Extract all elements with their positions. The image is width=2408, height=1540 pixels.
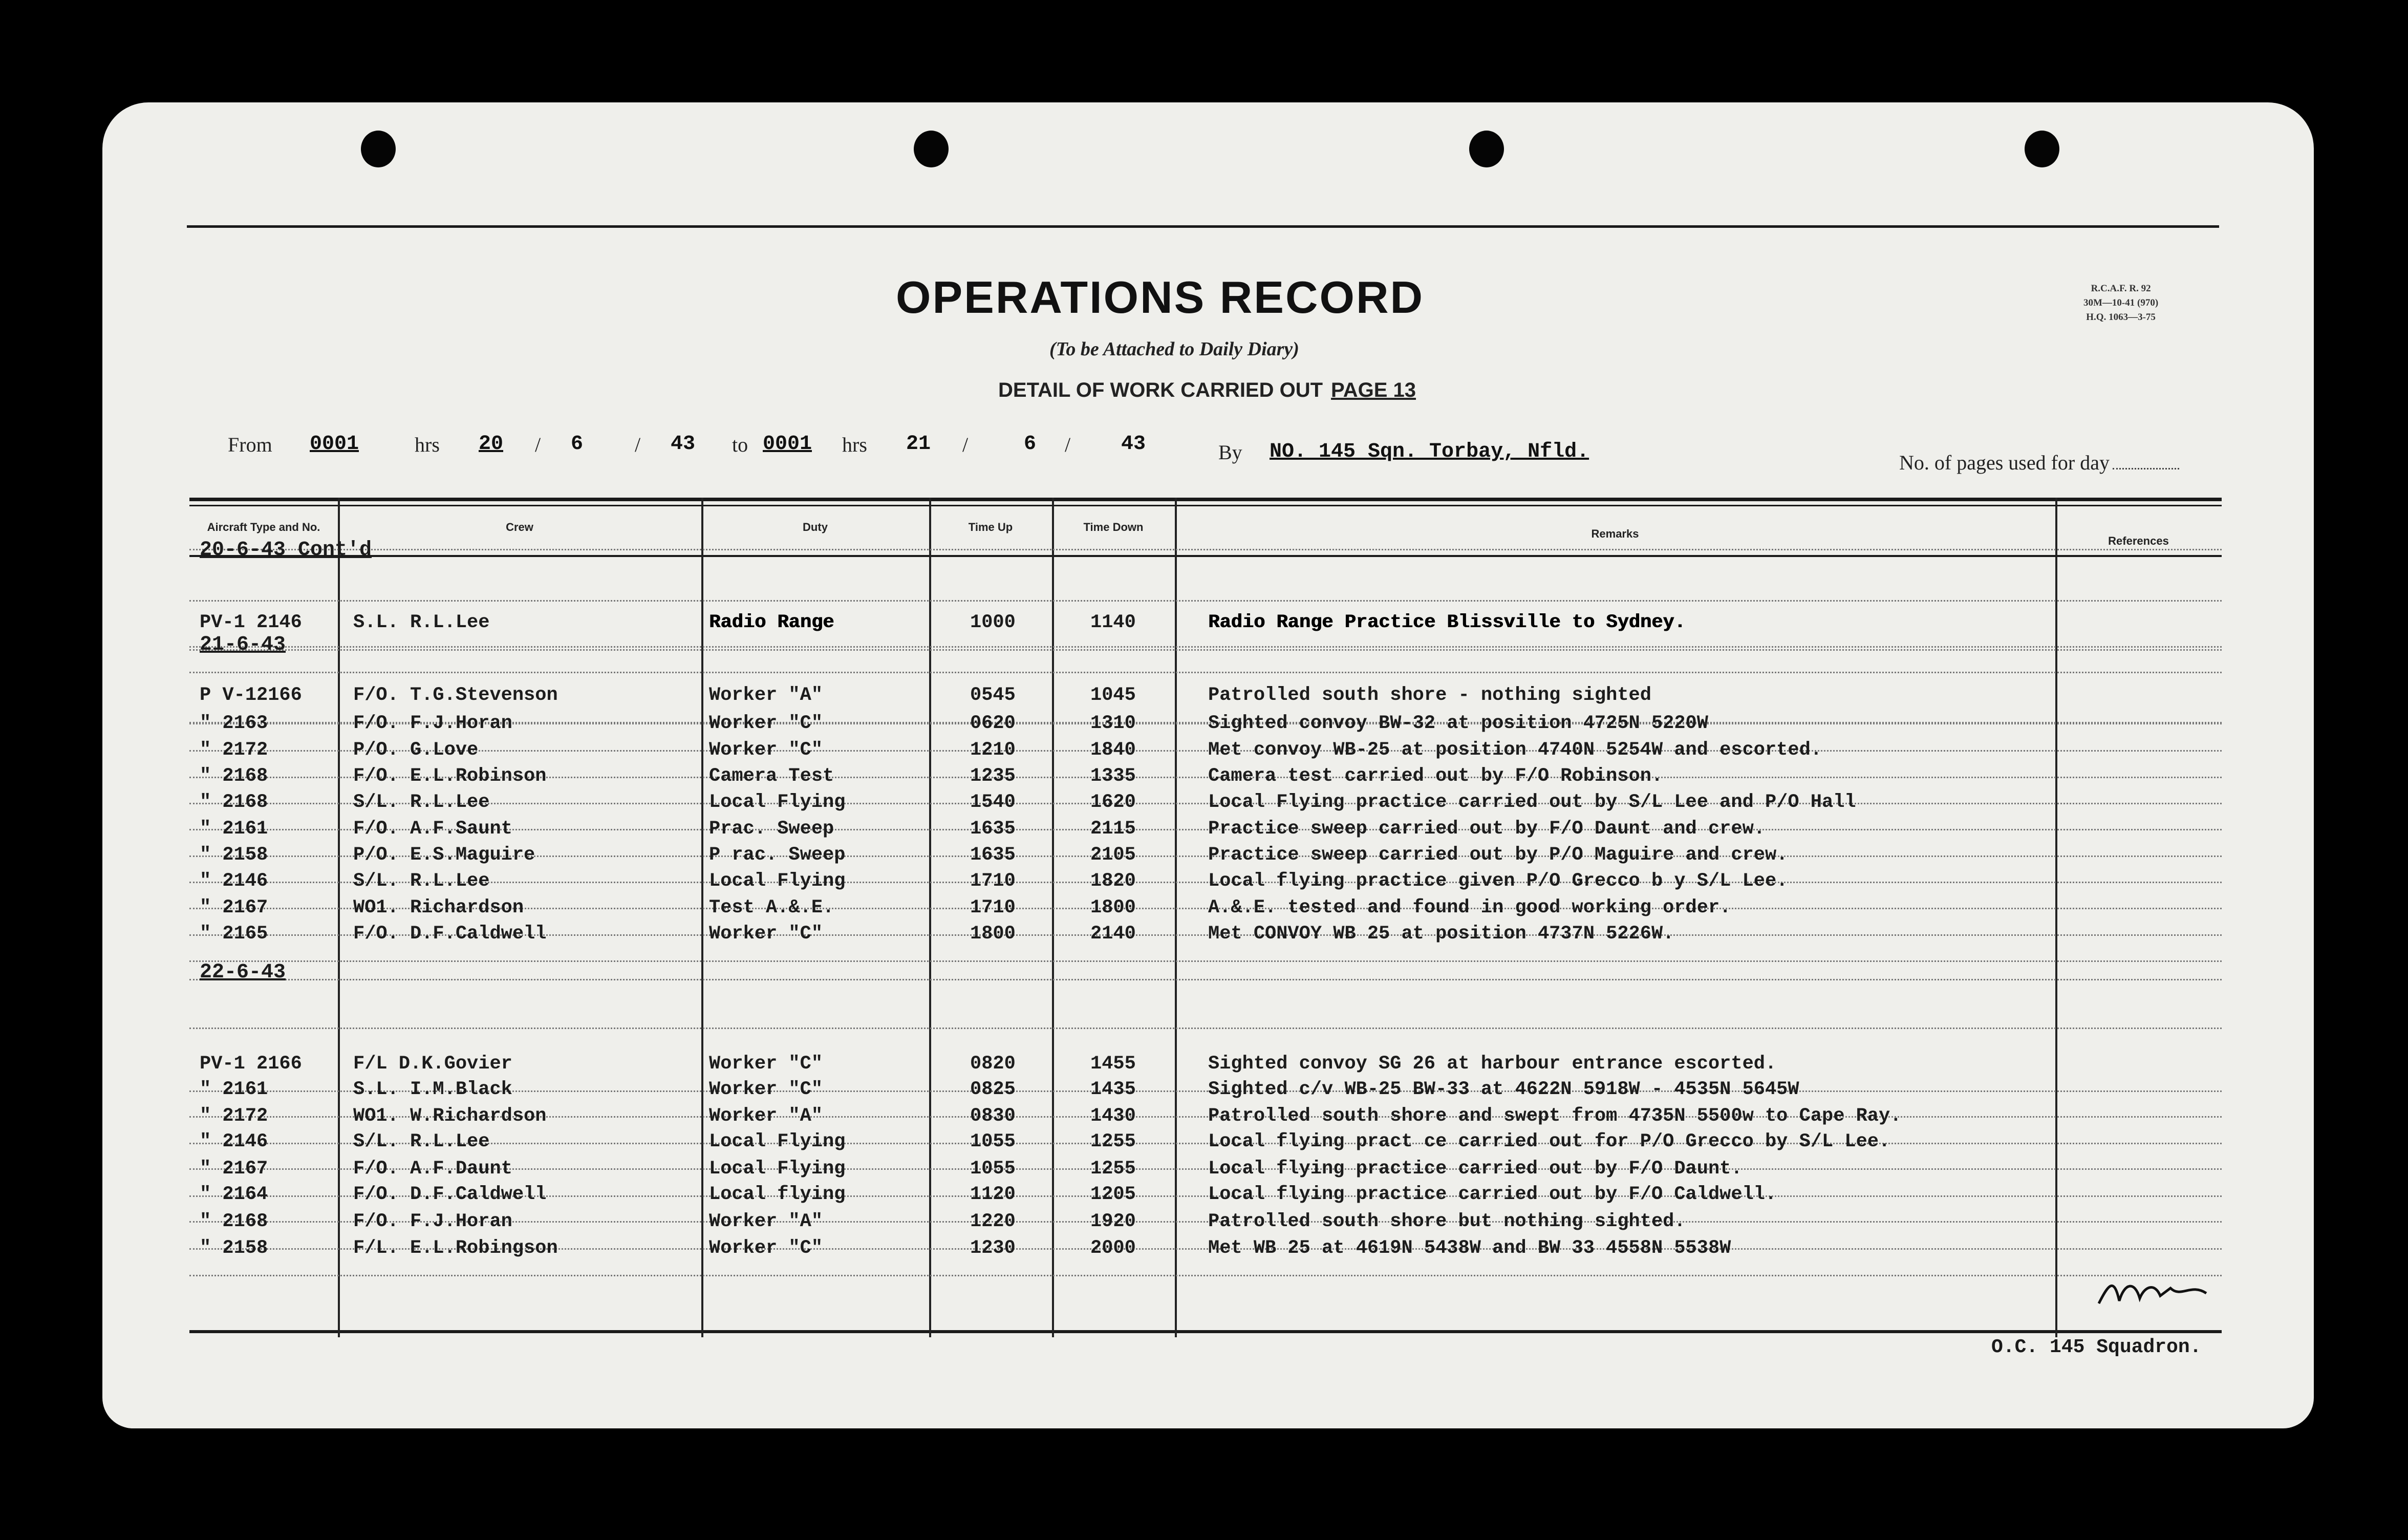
duty-cell: Worker "A" bbox=[709, 1211, 823, 1232]
pages-used-text: No. of pages used for day bbox=[1899, 451, 2110, 474]
crew-cell: F/O. F.J.Horan bbox=[353, 1211, 512, 1232]
duty-cell: Worker "A" bbox=[709, 685, 823, 706]
crew-cell: S/L. R.L.Lee bbox=[353, 1131, 490, 1152]
crew-cell: P/O. E.S.Maguire bbox=[353, 844, 535, 866]
to-hrs: 0001 bbox=[763, 433, 812, 456]
remarks-cell: Met WB 25 at 4619N 5438W and BW 33 4558N 5538W bbox=[1208, 1237, 1731, 1259]
crew-cell: P/O. G.Love bbox=[353, 739, 479, 761]
form-code-line: H.Q. 1063—3-75 bbox=[2086, 312, 2156, 323]
row-rule bbox=[189, 1143, 2222, 1144]
from-day: 20 bbox=[479, 433, 504, 456]
remarks-cell: Local flying practice given P/O Grecco b y S/L Lee. bbox=[1208, 870, 1788, 892]
aircraft-cell: " 2161 bbox=[200, 818, 268, 840]
duty-cell: Local Flying bbox=[709, 870, 846, 892]
aircraft-cell: PV-1 2146 bbox=[200, 612, 302, 633]
time-up-cell: 0820 bbox=[970, 1053, 1016, 1075]
by-label: By bbox=[1218, 441, 1242, 464]
column-header-time-down: Time Down bbox=[1083, 521, 1144, 533]
remarks-cell: Camera test carried out by F/O Robinson. bbox=[1208, 765, 1663, 787]
crew-cell: F/O. E.L.Robinson bbox=[353, 765, 547, 787]
remarks-cell: Local Flying practice carried out by S/L Lee and P/O Hall bbox=[1208, 792, 1856, 813]
to-year: 43 bbox=[1121, 433, 1146, 456]
operations-table bbox=[189, 498, 2222, 1337]
time-up-cell: 1635 bbox=[970, 844, 1016, 866]
aircraft-cell: " 2164 bbox=[200, 1184, 268, 1205]
crew-cell: F/L D.K.Govier bbox=[353, 1053, 512, 1075]
aircraft-cell: " 2146 bbox=[200, 870, 268, 892]
form-code bbox=[2083, 282, 2158, 325]
time-down-cell: 1430 bbox=[1090, 1105, 1136, 1127]
aircraft-cell: P V-12166 bbox=[200, 685, 302, 706]
aircraft-cell: " 2168 bbox=[200, 765, 268, 787]
column-header-references: References bbox=[2108, 534, 2169, 547]
pages-used-label bbox=[1899, 451, 2179, 475]
time-down-cell: 1310 bbox=[1090, 713, 1136, 734]
date-separator: / bbox=[1065, 433, 1071, 456]
time-down-cell: 1620 bbox=[1090, 792, 1136, 813]
duty-cell: Local Flying bbox=[709, 1131, 846, 1152]
column-divider bbox=[1175, 498, 1177, 1337]
aircraft-cell: " 2158 bbox=[200, 844, 268, 866]
time-down-cell: 1045 bbox=[1090, 685, 1136, 706]
time-down-cell: 1920 bbox=[1090, 1211, 1136, 1232]
table-bottom-rule bbox=[189, 1330, 2222, 1333]
time-up-cell: 1540 bbox=[970, 792, 1016, 813]
punch-hole bbox=[361, 131, 396, 167]
crew-cell: WO1. W.Richardson bbox=[353, 1105, 547, 1127]
remarks-cell: Met CONVOY WB 25 at position 4737N 5226W. bbox=[1208, 923, 1674, 945]
time-down-cell: 1255 bbox=[1090, 1131, 1136, 1152]
date-heading: 22-6-43 bbox=[200, 961, 286, 984]
aircraft-cell: " 2168 bbox=[200, 792, 268, 813]
column-divider bbox=[2055, 498, 2057, 1337]
row-rule bbox=[189, 549, 2222, 550]
aircraft-cell: " 2168 bbox=[200, 1211, 268, 1232]
column-divider bbox=[1052, 498, 1054, 1337]
operations-record-sheet bbox=[102, 102, 2314, 1428]
duty-cell: Test A.&.E. bbox=[709, 897, 834, 918]
duty-cell: Local Flying bbox=[709, 1158, 846, 1180]
to-label: to bbox=[732, 433, 748, 456]
remarks-cell: Sighted convoy BW-32 at position 4725N 5220W bbox=[1208, 713, 1708, 734]
date-separator: / bbox=[635, 433, 641, 456]
time-down-cell: 1205 bbox=[1090, 1184, 1136, 1205]
row-rule bbox=[189, 646, 2222, 648]
time-down-cell: 1840 bbox=[1090, 739, 1136, 761]
crew-cell: F/O. A.F.Daunt bbox=[353, 1158, 512, 1180]
crew-cell: F/L. E.L.Robingson bbox=[353, 1237, 558, 1259]
header-rule bbox=[187, 225, 2219, 228]
time-up-cell: 1710 bbox=[970, 870, 1016, 892]
crew-cell: WO1. Richardson bbox=[353, 897, 524, 918]
remarks-cell: Sighted convoy SG 26 at harbour entrance escorted. bbox=[1208, 1053, 1777, 1075]
duty-cell: Worker "C" bbox=[709, 713, 823, 734]
crew-cell: F/O. D.F.Caldwell bbox=[353, 1184, 547, 1205]
crew-cell: F/O. F.J.Horan bbox=[353, 713, 512, 734]
to-month: 6 bbox=[1024, 433, 1037, 456]
date-heading: 20-6-43 Cont'd bbox=[200, 539, 372, 562]
form-code-line: R.C.A.F. R. 92 bbox=[2091, 283, 2151, 294]
column-header-aircraft: Aircraft Type and No. bbox=[207, 521, 320, 533]
time-up-cell: 1800 bbox=[970, 923, 1016, 945]
crew-cell: S/L. R.L.Lee bbox=[353, 870, 490, 892]
time-up-cell: 1210 bbox=[970, 739, 1016, 761]
remarks-cell: Sighted c/v WB-25 BW-33 at 4622N 5918W - 4535N 5645W bbox=[1208, 1079, 1799, 1100]
duty-cell: Local flying bbox=[709, 1184, 846, 1205]
page-number: PAGE 13 bbox=[1331, 379, 1416, 401]
row-rule bbox=[189, 649, 2222, 651]
row-rule bbox=[189, 960, 2222, 962]
crew-cell: S/L. R.L.Lee bbox=[353, 792, 490, 813]
duty-cell: Worker "A" bbox=[709, 1105, 823, 1127]
remarks-cell: A.&.E. tested and found in good working order. bbox=[1208, 897, 1731, 918]
crew-cell: F/O. D.F.Caldwell bbox=[353, 923, 547, 945]
time-up-cell: 1635 bbox=[970, 818, 1016, 840]
remarks-cell: Practice sweep carried out by P/O Maguire and crew. bbox=[1208, 844, 1788, 866]
aircraft-cell: " 2172 bbox=[200, 1105, 268, 1127]
crew-cell: S.L. R.L.Lee bbox=[353, 612, 490, 633]
column-header-remarks: Remarks bbox=[1591, 527, 1639, 540]
squadron-value: NO. 145 Sqn. Torbay, Nfld. bbox=[1270, 440, 1589, 463]
time-up-cell: 1000 bbox=[970, 612, 1016, 633]
time-down-cell: 2105 bbox=[1090, 844, 1136, 866]
hrs-label: hrs bbox=[842, 433, 867, 456]
time-up-cell: 1055 bbox=[970, 1158, 1016, 1180]
aircraft-cell: " 2146 bbox=[200, 1131, 268, 1152]
officer-commanding-signature: O.C. 145 Squadron. bbox=[1991, 1336, 2202, 1358]
to-day: 21 bbox=[906, 433, 931, 456]
aircraft-cell: PV-1 2166 bbox=[200, 1053, 302, 1075]
punch-hole bbox=[914, 131, 949, 167]
row-rule bbox=[189, 600, 2222, 602]
time-up-cell: 1235 bbox=[970, 765, 1016, 787]
row-rule bbox=[189, 750, 2222, 752]
column-divider bbox=[338, 498, 340, 1337]
duty-cell: Local Flying bbox=[709, 792, 846, 813]
time-down-cell: 2140 bbox=[1090, 923, 1136, 945]
aircraft-cell: " 2163 bbox=[200, 713, 268, 734]
aircraft-cell: " 2167 bbox=[200, 1158, 268, 1180]
time-down-cell: 1435 bbox=[1090, 1079, 1136, 1100]
date-separator: / bbox=[962, 433, 969, 456]
duty-cell: P rac. Sweep bbox=[709, 844, 846, 866]
time-up-cell: 0620 bbox=[970, 713, 1016, 734]
detail-label bbox=[998, 379, 1416, 402]
from-year: 43 bbox=[671, 433, 696, 456]
duty-cell: Worker "C" bbox=[709, 1237, 823, 1259]
column-divider bbox=[701, 498, 703, 1337]
remarks-cell: Local flying practice carried out by F/O Caldwell. bbox=[1208, 1184, 1777, 1205]
duty-cell: Worker "C" bbox=[709, 923, 823, 945]
column-header-duty: Duty bbox=[803, 521, 828, 533]
punch-hole bbox=[1469, 131, 1504, 167]
remarks-cell: Local flying pract ce carried out for P/O Grecco by S/L Lee. bbox=[1208, 1131, 1890, 1152]
time-down-cell: 1800 bbox=[1090, 897, 1136, 918]
from-hrs: 0001 bbox=[310, 433, 359, 456]
form-code-line: 30M—10-41 (970) bbox=[2083, 297, 2159, 308]
aircraft-cell: " 2167 bbox=[200, 897, 268, 918]
duty-cell: Worker "C" bbox=[709, 1079, 823, 1100]
crew-cell: S.L. I.M.Black bbox=[353, 1079, 512, 1100]
signature-mark bbox=[2094, 1273, 2217, 1309]
duty-cell: Worker "C" bbox=[709, 1053, 823, 1075]
hrs-label: hrs bbox=[415, 433, 440, 456]
row-rule bbox=[189, 672, 2222, 673]
time-down-cell: 1140 bbox=[1090, 612, 1136, 633]
time-down-cell: 2000 bbox=[1090, 1237, 1136, 1259]
time-up-cell: 1120 bbox=[970, 1184, 1016, 1205]
time-up-cell: 1220 bbox=[970, 1211, 1016, 1232]
time-up-cell: 0825 bbox=[970, 1079, 1016, 1100]
date-separator: / bbox=[535, 433, 541, 456]
time-up-cell: 1710 bbox=[970, 897, 1016, 918]
aircraft-cell: " 2161 bbox=[200, 1079, 268, 1100]
remarks-cell: Radio Range Practice Blissville to Sydney. bbox=[1208, 612, 1686, 633]
row-rule bbox=[189, 882, 2222, 883]
column-header-crew: Crew bbox=[506, 521, 533, 533]
duty-cell: Prac. Sweep bbox=[709, 818, 834, 840]
remarks-cell: Local flying practice carried out by F/O Daunt. bbox=[1208, 1158, 1743, 1180]
row-rule bbox=[189, 803, 2222, 804]
page-title: OPERATIONS RECORD bbox=[896, 272, 1425, 323]
crew-cell: F/O. A.F.Saunt bbox=[353, 818, 512, 840]
aircraft-cell: " 2158 bbox=[200, 1237, 268, 1259]
row-rule bbox=[189, 979, 2222, 980]
time-up-cell: 1055 bbox=[970, 1131, 1016, 1152]
from-label: From bbox=[228, 433, 272, 456]
time-down-cell: 1820 bbox=[1090, 870, 1136, 892]
pages-used-blank bbox=[2113, 458, 2179, 469]
table-top-rule bbox=[189, 498, 2222, 501]
from-month: 6 bbox=[571, 433, 584, 456]
time-up-cell: 0545 bbox=[970, 685, 1016, 706]
aircraft-cell: " 2172 bbox=[200, 739, 268, 761]
time-down-cell: 1455 bbox=[1090, 1053, 1136, 1075]
header-bottom-rule bbox=[189, 555, 2222, 557]
remarks-cell: Met convoy WB-25 at position 4740N 5254W and escorted. bbox=[1208, 739, 1822, 761]
remarks-cell: Patrolled south shore and swept from 4735N 5500w to Cape Ray. bbox=[1208, 1105, 1902, 1127]
time-up-cell: 1230 bbox=[970, 1237, 1016, 1259]
row-rule bbox=[189, 1028, 2222, 1029]
date-heading: 21-6-43 bbox=[200, 633, 286, 656]
time-down-cell: 1255 bbox=[1090, 1158, 1136, 1180]
time-up-cell: 0830 bbox=[970, 1105, 1016, 1127]
row-rule bbox=[189, 1275, 2222, 1276]
punch-hole bbox=[2025, 131, 2059, 167]
aircraft-cell: " 2165 bbox=[200, 923, 268, 945]
column-divider bbox=[929, 498, 931, 1337]
crew-cell: F/O. T.G.Stevenson bbox=[353, 685, 558, 706]
detail-text: DETAIL OF WORK CARRIED OUT bbox=[998, 379, 1323, 401]
duty-cell: Worker "C" bbox=[709, 739, 823, 761]
column-header-time-up: Time Up bbox=[968, 521, 1013, 533]
time-down-cell: 1335 bbox=[1090, 765, 1136, 787]
duty-cell: Camera Test bbox=[709, 765, 834, 787]
duty-cell: Radio Range bbox=[709, 612, 834, 633]
page-subtitle: (To be Attached to Daily Diary) bbox=[1049, 338, 1299, 360]
time-down-cell: 2115 bbox=[1090, 818, 1136, 840]
remarks-cell: Practice sweep carried out by F/O Daunt and crew. bbox=[1208, 818, 1765, 840]
table-top-rule bbox=[189, 505, 2222, 506]
remarks-cell: Patrolled south shore but nothing sighted. bbox=[1208, 1211, 1686, 1232]
remarks-cell: Patrolled south shore - nothing sighted bbox=[1208, 685, 1651, 706]
